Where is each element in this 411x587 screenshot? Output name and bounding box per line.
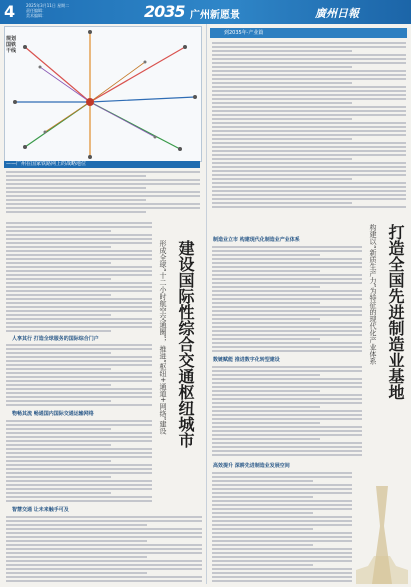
left-headline: 建设国际性综合交通枢纽城市 bbox=[176, 240, 195, 448]
date-line: 2025年3月11日 星期二 bbox=[26, 3, 70, 8]
column-divider bbox=[206, 24, 207, 584]
intro-text bbox=[212, 42, 406, 212]
editor-line: 责任编辑： bbox=[26, 8, 46, 13]
right-body-1 bbox=[212, 246, 362, 354]
right-subhead-3: 高效提升 深耕先进制造业发展空间 bbox=[213, 463, 290, 469]
left-subhead-1: 人享其行 打造全球服务的国际综合门户 bbox=[12, 336, 99, 342]
railway-map bbox=[4, 26, 202, 162]
map-legend: 规划国铁干线 bbox=[6, 36, 17, 54]
railway-map-graphic bbox=[5, 27, 201, 161]
map-caption: ——广州在国家铁路网上的战略地位 bbox=[6, 161, 87, 167]
year-title: 2035 bbox=[144, 2, 185, 21]
right-subhead-2: 数链赋能 推进数字化转型建设 bbox=[213, 357, 280, 363]
date-info bbox=[26, 3, 69, 18]
header-bar bbox=[0, 0, 411, 24]
canton-tower-illustration bbox=[356, 486, 408, 584]
page-number: 4 bbox=[4, 2, 16, 21]
section-banner-label: 到2035年·产业篇 bbox=[224, 30, 264, 36]
right-deck: 构建以“新质生产力”为特征的现代化产业体系 bbox=[369, 224, 377, 365]
left-subhead-3: 智慧交通 让未来触手可及 bbox=[12, 507, 69, 513]
right-body-3 bbox=[212, 472, 352, 584]
right-subhead-1: 制造业立市 构建现代化制造业产业体系 bbox=[213, 237, 300, 243]
art-editor-line: 美术编辑： bbox=[26, 13, 46, 18]
map-notes bbox=[6, 171, 200, 215]
left-subhead-2: 物畅其流 畅通国内国际交通运输网络 bbox=[12, 411, 94, 417]
newspaper-logo: 廣州日報 bbox=[315, 7, 359, 20]
section-title: 广州新愿景 bbox=[190, 10, 240, 21]
right-headline: 打造全国先进制造业基地 bbox=[386, 224, 405, 400]
left-body-3 bbox=[6, 420, 152, 504]
left-body-4 bbox=[6, 516, 202, 584]
right-body-2 bbox=[212, 366, 362, 460]
left-body-2 bbox=[6, 344, 152, 408]
section-banner bbox=[210, 28, 407, 38]
left-body-1 bbox=[6, 222, 152, 334]
left-deck: 形成全球“十二小时航空交通圈”，推进“枢纽+通道+网络”建设 bbox=[159, 240, 167, 435]
